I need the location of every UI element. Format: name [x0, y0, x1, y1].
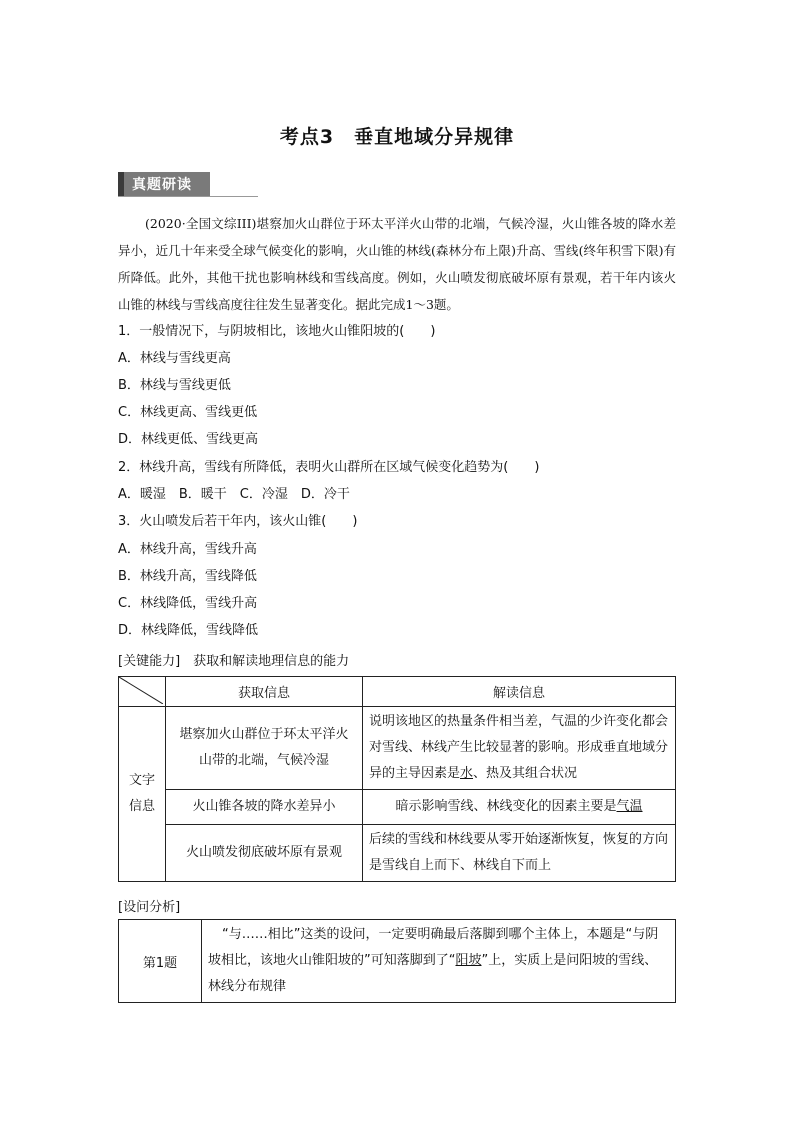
key-ability-label: [关键能力] 获取和解读地理信息的能力: [118, 654, 350, 669]
intro-paragraph: (2020·全国文综III)堪察加火山群位于环太平洋火山带的北端，气候冷湿，火山锥各坡的降水差异小，近几十年来受全球气候变化的影响，火山锥的林线(森林分布上限)升高、雪线(终年积雪下限)有所降低。此外，其他干扰也影响林线和雪线高度。例如，火山喷发彻底破坏原有景观，若干年内该火山锥的林线与雪线高度往往发生显著变化。据此完成1～3题。: [118, 216, 676, 312]
question-2-options: A．暖湿 B．暖干 C．冷湿 D．冷干: [118, 487, 350, 502]
question-1-option-a: A．林线与雪线更高: [118, 351, 231, 366]
question-1-stem: 1．一般情况下，与阴坡相比，该地火山锥阳坡的( ): [118, 324, 436, 339]
table-row-1-interpret: 说明该地区的热量条件相当差，气温的少许变化都会对雪线、林线产生比较显著的影响。形成垂直地域分异的主导因素是水、热及其组合状况: [363, 707, 676, 790]
table-row-2-interpret: 暗示影响雪线、林线变化的因素主要是气温: [363, 790, 676, 825]
analysis-question-number: 第1题: [119, 920, 202, 1003]
question-3-option-b: B．林线升高，雪线降低: [118, 569, 257, 584]
badge-underline: [118, 196, 258, 197]
analysis-label: [设问分析]: [118, 900, 181, 915]
row-label-text-info: 文字信息: [119, 707, 166, 882]
question-1-option-c: C．林线更高、雪线更低: [118, 405, 258, 420]
question-3-option-d: D．林线降低，雪线降低: [118, 623, 259, 638]
question-3-stem: 3．火山喷发后若干年内，该火山锥( ): [118, 514, 358, 529]
section-badge: [118, 172, 214, 196]
table-row-3-acquire: 火山喷发彻底破坏原有景观: [166, 825, 363, 882]
info-table: [118, 676, 676, 882]
question-3-option-a: A．林线升高，雪线升高: [118, 542, 257, 557]
diagonal-line: [119, 677, 163, 704]
section-title: 考点3 垂直地域分异规律: [279, 126, 515, 148]
diagonal-header-cell: [119, 677, 166, 707]
analysis-text: “与……相比”这类的设问，一定要明确最后落脚到哪个主体上，本题是“与阴坡相比，该地火山锥阳坡的”可知落脚到了“阳坡”上，实质上是问阳坡的雪线、林线分布规律: [202, 920, 676, 1003]
table-row-2-acquire: 火山锥各坡的降水差异小: [166, 790, 363, 825]
table-row-1-acquire: 堪察加火山群位于环太平洋火山带的北端，气候冷湿: [166, 707, 363, 790]
table-row-3-interpret: 后续的雪线和林线要从零开始逐渐恢复，恢复的方向是雪线自上而下、林线自下而上: [363, 825, 676, 882]
question-2-stem: 2．林线升高，雪线有所降低，表明火山群所在区域气候变化趋势为( ): [118, 460, 540, 475]
question-3-option-c: C．林线降低，雪线升高: [118, 596, 258, 611]
badge-label: 真题研读: [132, 177, 192, 193]
question-1-option-b: B．林线与雪线更低: [118, 378, 231, 393]
question-1-option-d: D．林线更低、雪线更高: [118, 432, 259, 447]
header-interpret: 解读信息: [363, 677, 676, 707]
header-acquire: 获取信息: [166, 677, 363, 707]
analysis-table: [118, 919, 676, 1003]
